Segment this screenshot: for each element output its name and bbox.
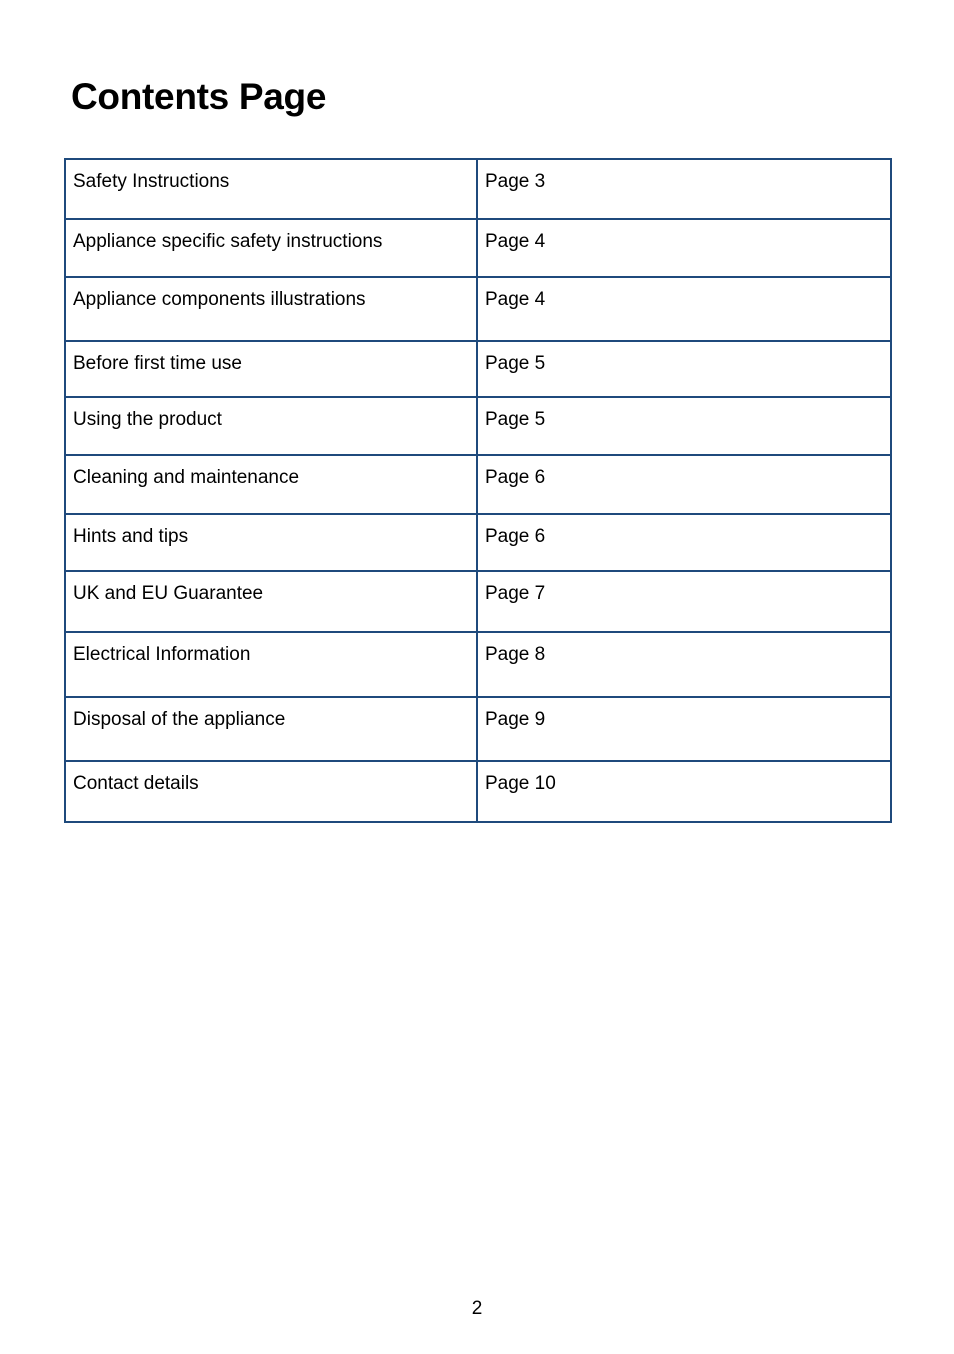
toc-page-ref: Page 6 (477, 455, 891, 514)
toc-page-ref: Page 8 (477, 632, 891, 697)
table-row (65, 219, 891, 277)
toc-page-ref: Page 5 (477, 341, 891, 397)
toc-page-ref: Page 4 (477, 219, 891, 277)
table-row (65, 697, 891, 761)
toc-section-label: Hints and tips (65, 514, 477, 571)
toc-page-ref: Page 6 (477, 514, 891, 571)
toc-page-ref: Page 4 (477, 277, 891, 341)
toc-section-label: Electrical Information (65, 632, 477, 697)
toc-section-label: Safety Instructions (65, 159, 477, 219)
toc-page-ref: Page 9 (477, 697, 891, 761)
toc-page-ref: Page 7 (477, 571, 891, 632)
table-row (65, 455, 891, 514)
page-title: Contents Page (71, 76, 327, 117)
table-row (65, 632, 891, 697)
toc-page-ref: Page 10 (477, 761, 891, 822)
toc-section-label: Disposal of the appliance (65, 697, 477, 761)
toc-section-label: UK and EU Guarantee (65, 571, 477, 632)
table-row (65, 571, 891, 632)
table-row (65, 397, 891, 455)
table-row (65, 514, 891, 571)
table-row (65, 277, 891, 341)
toc-page-ref: Page 3 (477, 159, 891, 219)
table-row (65, 159, 891, 219)
toc-section-label: Appliance components illustrations (65, 277, 477, 341)
table-row (65, 761, 891, 822)
toc-section-label: Appliance specific safety instructions (65, 219, 477, 277)
toc-section-label: Cleaning and maintenance (65, 455, 477, 514)
toc-page-ref: Page 5 (477, 397, 891, 455)
table-row (65, 341, 891, 397)
contents-table (64, 158, 892, 823)
toc-section-label: Before first time use (65, 341, 477, 397)
page-number: 2 (471, 1298, 483, 1319)
toc-section-label: Using the product (65, 397, 477, 455)
toc-section-label: Contact details (65, 761, 477, 822)
